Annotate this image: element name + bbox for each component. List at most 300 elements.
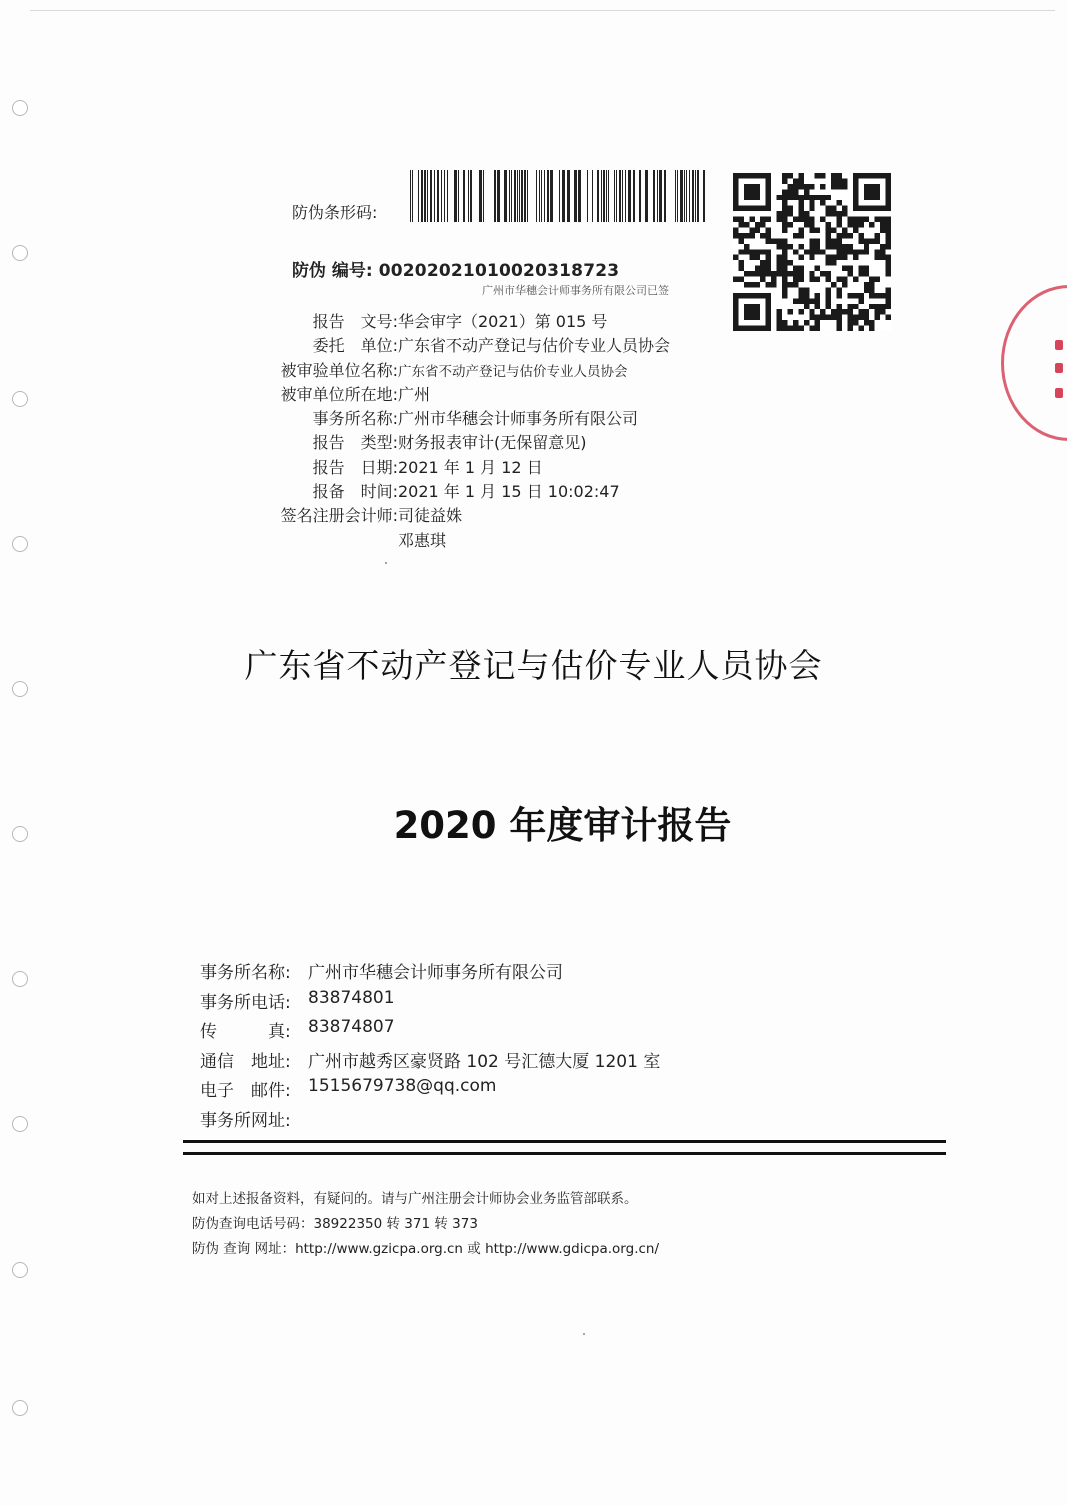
security-number-label: 防伪 编号: xyxy=(292,261,373,281)
qr-module xyxy=(847,309,852,314)
qr-module xyxy=(777,315,782,320)
info-row-location xyxy=(248,382,768,406)
punch-hole xyxy=(12,1400,28,1416)
barcode-bar xyxy=(622,170,623,222)
qr-module xyxy=(787,260,792,265)
qr-module xyxy=(837,309,842,314)
barcode-bar xyxy=(519,170,520,222)
info-row-audited-entity xyxy=(248,358,768,382)
qr-module xyxy=(766,266,771,271)
qr-module xyxy=(798,244,803,249)
qr-module xyxy=(869,304,874,309)
qr-module xyxy=(886,260,891,265)
barcode-bar xyxy=(434,170,435,222)
qr-module xyxy=(826,227,831,232)
qr-module xyxy=(809,227,814,232)
qr-module xyxy=(864,309,869,314)
qr-module xyxy=(858,222,863,227)
barcode-bar xyxy=(574,170,577,222)
qr-module xyxy=(858,266,863,271)
qr-module xyxy=(886,271,891,276)
qr-module xyxy=(793,189,798,194)
qr-module xyxy=(782,249,787,254)
qr-module xyxy=(826,238,831,243)
qr-module xyxy=(755,249,760,254)
qr-module xyxy=(858,238,863,243)
qr-module xyxy=(853,222,858,227)
info-label: 被审验单位名称: xyxy=(280,360,398,380)
barcode-bar xyxy=(633,170,635,222)
qr-module xyxy=(798,206,803,211)
qr-module xyxy=(793,271,798,276)
punch-hole xyxy=(12,536,28,552)
qr-module xyxy=(853,255,858,260)
qr-module xyxy=(760,260,765,265)
info-label: 被审单位所在地: xyxy=(280,384,398,404)
qr-module xyxy=(738,222,743,227)
qr-module xyxy=(798,277,803,282)
barcode-bar xyxy=(421,170,423,222)
qr-module xyxy=(880,293,885,298)
qr-module xyxy=(804,320,809,325)
qr-module xyxy=(875,249,880,254)
qr-module xyxy=(771,282,776,287)
qr-module xyxy=(826,244,831,249)
firm-label: 事务所网址: xyxy=(200,1110,291,1131)
qr-module xyxy=(864,282,869,287)
qr-module xyxy=(793,277,798,282)
qr-module xyxy=(793,184,798,189)
info-value: 司徒益姝 xyxy=(398,506,463,526)
qr-module xyxy=(864,249,869,254)
info-row-doc-number xyxy=(248,309,768,333)
qr-module xyxy=(869,222,874,227)
barcode-bar xyxy=(544,170,545,222)
qr-module xyxy=(809,222,814,227)
qr-module xyxy=(815,293,820,298)
qr-module xyxy=(804,249,809,254)
qr-module xyxy=(793,282,798,287)
seal-mark xyxy=(1055,363,1063,373)
qr-code-image xyxy=(733,173,891,331)
qr-module xyxy=(777,266,782,271)
qr-module xyxy=(809,238,814,243)
barcode-bar xyxy=(521,170,523,222)
qr-module xyxy=(749,255,754,260)
qr-module xyxy=(782,222,787,227)
qr-module xyxy=(826,260,831,265)
qr-module xyxy=(744,271,749,276)
qr-module xyxy=(886,298,891,303)
qr-module xyxy=(831,244,836,249)
qr-module xyxy=(886,238,891,243)
barcode-bar xyxy=(592,170,593,222)
barcode-bar xyxy=(619,170,621,222)
qr-module xyxy=(886,304,891,309)
qr-module xyxy=(777,255,782,260)
qr-module xyxy=(749,217,754,222)
qr-module xyxy=(804,184,809,189)
qr-module xyxy=(809,309,814,314)
qr-module xyxy=(777,217,782,222)
qr-module xyxy=(809,195,814,200)
qr-module xyxy=(820,315,825,320)
qr-module xyxy=(826,211,831,216)
qr-module xyxy=(744,244,749,249)
qr-module xyxy=(798,287,803,292)
info-row-cpa-2 xyxy=(248,528,768,552)
qr-module xyxy=(858,293,863,298)
qr-module xyxy=(820,309,825,314)
qr-module xyxy=(820,217,825,222)
firm-label: 电子 邮件: xyxy=(200,1081,291,1101)
qr-module xyxy=(766,227,771,232)
qr-module xyxy=(831,173,836,178)
qr-module xyxy=(760,222,765,227)
qr-module xyxy=(804,222,809,227)
firm-value: 83874807 xyxy=(308,1017,395,1037)
qr-module xyxy=(798,178,803,183)
footer-contact-note: 如对上述报备资料，有疑问的。请与广州注册会计师协会业务监管部联系。 xyxy=(192,1191,638,1207)
barcode-bar xyxy=(677,170,678,222)
qr-module xyxy=(804,195,809,200)
barcode-bar xyxy=(504,170,507,222)
barcode-bar xyxy=(468,170,469,222)
qr-module xyxy=(766,249,771,254)
qr-module xyxy=(886,217,891,222)
info-value: 广东省不动产登记与估价专业人员协会 xyxy=(398,336,671,356)
qr-module xyxy=(815,277,820,282)
qr-module xyxy=(847,293,852,298)
qr-module xyxy=(847,217,852,222)
qr-module xyxy=(837,244,842,249)
qr-module xyxy=(738,238,743,243)
barcode-bar xyxy=(657,170,658,222)
qr-module xyxy=(766,271,771,276)
qr-module xyxy=(798,195,803,200)
qr-module xyxy=(886,227,891,232)
qr-module xyxy=(798,211,803,216)
qr-module xyxy=(766,260,771,265)
qr-module xyxy=(853,217,858,222)
qr-module xyxy=(749,249,754,254)
qr-module xyxy=(793,249,798,254)
qr-module xyxy=(858,233,863,238)
qr-module xyxy=(798,173,803,178)
qr-module xyxy=(826,233,831,238)
firm-row-email xyxy=(200,1076,800,1106)
firm-row-name xyxy=(200,958,800,988)
qr-module xyxy=(777,326,782,331)
qr-module xyxy=(831,184,836,189)
punch-hole xyxy=(12,1116,28,1132)
qr-module xyxy=(875,255,880,260)
qr-module xyxy=(869,238,874,243)
qr-module xyxy=(837,326,842,331)
qr-module xyxy=(787,271,792,276)
qr-module xyxy=(842,255,847,260)
qr-module xyxy=(837,173,842,178)
barcode-bar xyxy=(550,170,553,222)
qr-module xyxy=(766,282,771,287)
qr-module xyxy=(880,309,885,314)
qr-module xyxy=(847,315,852,320)
barcode-bar xyxy=(479,170,482,222)
info-row-cpa xyxy=(248,503,768,527)
footer-notes xyxy=(192,1187,892,1262)
qr-module xyxy=(847,266,852,271)
barcode-bar xyxy=(664,170,666,222)
barcode-label: 防伪条形码: xyxy=(292,203,378,222)
info-value: 财务报表审计(无保留意见) xyxy=(398,433,587,453)
qr-module xyxy=(798,227,803,232)
qr-module xyxy=(787,309,792,314)
qr-module xyxy=(826,293,831,298)
barcode-bar xyxy=(614,170,615,222)
qr-module xyxy=(875,293,880,298)
qr-module xyxy=(837,238,842,243)
qr-module xyxy=(831,282,836,287)
qr-module xyxy=(858,249,863,254)
qr-module xyxy=(777,211,782,216)
qr-module xyxy=(782,178,787,183)
qr-module xyxy=(864,266,869,271)
barcode-bar xyxy=(608,170,609,222)
barcode-bar xyxy=(606,170,607,222)
qr-module xyxy=(837,249,842,254)
qr-module xyxy=(815,320,820,325)
qr-module xyxy=(755,266,760,271)
qr-module xyxy=(886,266,891,271)
barcode-bar xyxy=(692,170,694,222)
qr-module xyxy=(809,271,814,276)
qr-module xyxy=(826,222,831,227)
qr-module xyxy=(744,282,749,287)
info-label: 委托 单位: xyxy=(312,336,398,356)
qr-module xyxy=(880,255,885,260)
firm-value: 1515679738@qq.com xyxy=(308,1076,497,1096)
qr-module xyxy=(886,255,891,260)
qr-module xyxy=(809,184,814,189)
qr-module xyxy=(842,309,847,314)
barcode-bar xyxy=(458,170,459,222)
qr-module xyxy=(831,255,836,260)
qr-module xyxy=(853,249,858,254)
qr-module xyxy=(864,238,869,243)
qr-module xyxy=(782,206,787,211)
qr-module xyxy=(787,189,792,194)
qr-module xyxy=(815,326,820,331)
qr-module xyxy=(760,217,765,222)
qr-module xyxy=(782,238,787,243)
barcode-bar xyxy=(559,170,560,222)
firm-value: 广州市越秀区豪贤路 102 号汇德大厦 1201 室 xyxy=(308,1051,661,1072)
qr-module xyxy=(869,326,874,331)
qr-module xyxy=(744,249,749,254)
qr-module xyxy=(853,320,858,325)
barcode-bar xyxy=(447,170,448,222)
qr-module xyxy=(749,271,754,276)
qr-module xyxy=(842,233,847,238)
qr-module xyxy=(787,244,792,249)
qr-module xyxy=(869,287,874,292)
qr-module xyxy=(837,184,842,189)
qr-module xyxy=(798,266,803,271)
qr-module xyxy=(749,282,754,287)
qr-module xyxy=(869,282,874,287)
qr-module xyxy=(815,238,820,243)
qr-module xyxy=(886,222,891,227)
qr-module xyxy=(820,200,825,205)
barcode-bar xyxy=(470,170,472,222)
qr-module xyxy=(771,238,776,243)
qr-module xyxy=(837,233,842,238)
qr-module xyxy=(875,304,880,309)
qr-module xyxy=(733,227,738,232)
qr-module xyxy=(766,255,771,260)
barcode-bar xyxy=(675,170,676,222)
qr-module xyxy=(886,287,891,292)
qr-module xyxy=(842,249,847,254)
qr-module xyxy=(826,287,831,292)
qr-module xyxy=(880,304,885,309)
qr-module xyxy=(782,195,787,200)
qr-module xyxy=(782,320,787,325)
qr-module xyxy=(782,266,787,271)
qr-module xyxy=(787,326,792,331)
qr-module xyxy=(886,244,891,249)
qr-module xyxy=(815,315,820,320)
qr-module xyxy=(842,282,847,287)
qr-module xyxy=(847,320,852,325)
firm-label: 事务所电话: xyxy=(200,992,291,1013)
footer-phone-note: 防伪查询电话号码：38922350 转 371 转 373 xyxy=(192,1216,478,1232)
qr-module xyxy=(809,217,814,222)
qr-module xyxy=(875,277,880,282)
qr-module xyxy=(847,233,852,238)
qr-module xyxy=(782,217,787,222)
qr-module xyxy=(847,222,852,227)
barcode-bar xyxy=(441,170,442,222)
qr-module xyxy=(749,227,754,232)
punch-hole xyxy=(12,100,28,116)
qr-module xyxy=(886,233,891,238)
info-row-firm-name xyxy=(248,406,768,430)
firm-label: 事务所名称: xyxy=(200,963,291,983)
qr-module xyxy=(809,326,814,331)
qr-module xyxy=(787,206,792,211)
qr-module xyxy=(798,309,803,314)
speck xyxy=(583,1333,585,1335)
qr-module xyxy=(798,293,803,298)
signed-note: 广州市华穗会计师事务所有限公司已签 xyxy=(482,284,669,297)
qr-module xyxy=(755,271,760,276)
barcode-bar xyxy=(509,170,510,222)
qr-module xyxy=(837,304,842,309)
barcode-bar xyxy=(418,170,419,222)
barcode-bar xyxy=(454,170,457,222)
info-label: 报告 类型: xyxy=(312,433,398,453)
qr-module xyxy=(777,238,782,243)
qr-module xyxy=(837,200,842,205)
barcode-bar xyxy=(587,170,588,222)
qr-module xyxy=(782,211,787,216)
qr-module xyxy=(826,206,831,211)
qr-module xyxy=(864,287,869,292)
barcode-bar xyxy=(639,170,641,222)
qr-module xyxy=(809,255,814,260)
barcode-bar xyxy=(680,170,683,222)
qr-module xyxy=(837,217,842,222)
barcode-bar xyxy=(703,170,705,222)
barcode-bar xyxy=(653,170,655,222)
info-label: 签名注册会计师: xyxy=(280,506,398,526)
qr-module xyxy=(798,255,803,260)
barcode-bar xyxy=(578,170,581,222)
qr-module xyxy=(826,195,831,200)
qr-module xyxy=(782,173,787,178)
qr-module xyxy=(793,298,798,303)
qr-module xyxy=(842,227,847,232)
qr-module xyxy=(842,211,847,216)
qr-module xyxy=(787,211,792,216)
info-value: 广州 xyxy=(398,384,431,404)
qr-module xyxy=(738,277,743,282)
qr-module xyxy=(815,304,820,309)
qr-module xyxy=(738,217,743,222)
qr-module xyxy=(826,255,831,260)
barcode-bar xyxy=(412,170,413,222)
info-value: 广州市华穗会计师事务所有限公司 xyxy=(398,409,639,429)
barcode-bar xyxy=(603,170,605,222)
qr-module xyxy=(782,277,787,282)
qr-module xyxy=(771,271,776,276)
info-value: 邓惠琪 xyxy=(398,530,447,550)
barcode-bar xyxy=(628,170,631,222)
qr-module xyxy=(793,178,798,183)
qr-module xyxy=(858,326,863,331)
qr-module xyxy=(809,244,814,249)
barcode-bar xyxy=(463,170,465,222)
qr-module xyxy=(842,277,847,282)
qr-module xyxy=(744,184,760,200)
punch-hole xyxy=(12,1262,28,1278)
divider-rule xyxy=(183,1140,946,1143)
qr-module xyxy=(787,184,792,189)
barcode-bar xyxy=(684,170,685,222)
qr-module xyxy=(842,184,847,189)
qr-module xyxy=(804,211,809,216)
organization-title: 广东省不动产登记与估价专业人员协会 xyxy=(244,646,823,685)
barcode-bar xyxy=(437,170,439,222)
qr-module xyxy=(787,282,792,287)
qr-module xyxy=(793,195,798,200)
info-label: 报备 时间: xyxy=(312,482,398,502)
qr-module xyxy=(798,298,803,303)
firm-value: 83874801 xyxy=(308,987,395,1008)
barcode-bar xyxy=(567,170,570,222)
qr-module xyxy=(847,244,852,249)
qr-module xyxy=(815,227,820,232)
info-label: 事务所名称: xyxy=(312,409,398,429)
qr-module xyxy=(787,222,792,227)
qr-module xyxy=(782,282,787,287)
qr-module xyxy=(798,326,803,331)
qr-module xyxy=(826,315,831,320)
qr-module xyxy=(858,309,863,314)
security-number-line xyxy=(292,256,619,281)
qr-module xyxy=(831,260,836,265)
